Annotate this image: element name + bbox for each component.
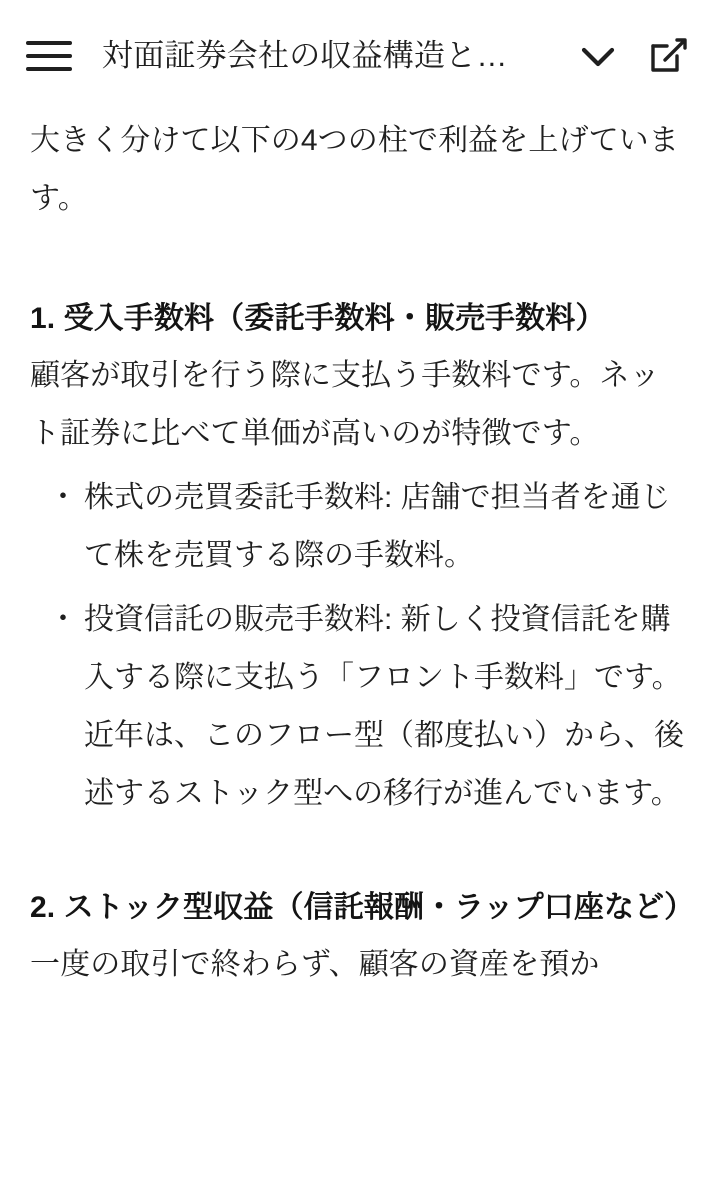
section-heading-2: 2. ストック型収益（信託報酬・ラップ口座など）: [30, 891, 695, 924]
intro-paragraph: 大きく分けて以下の4つの柱で利益を上げています。: [30, 124, 679, 215]
bullet-marker-icon: ・: [48, 603, 78, 636]
new-chat-button[interactable]: [625, 29, 695, 83]
bullet-marker-icon: ・: [48, 481, 78, 514]
chevron-down-icon[interactable]: [571, 29, 625, 83]
section-spacer: [30, 228, 689, 290]
list-item: [30, 469, 689, 585]
menu-button[interactable]: [26, 36, 72, 76]
hamburger-menu-icon[interactable]: [26, 36, 72, 76]
list-item-text: 投資信託の販売手数料: 新しく投資信託を購入する際に支払う「フロント手数料」です。近年は、このフロー型（都度払い）から、後述するストック型への移行が進んでいます。: [84, 603, 684, 810]
section-spacer: [30, 829, 689, 879]
section-1-bullet-list: [30, 469, 689, 823]
edit-compose-icon[interactable]: [641, 29, 695, 83]
section-heading-1: 1. 受入手数料（委託手数料・販売手数料）: [30, 302, 606, 335]
list-item-text: 株式の売買委託手数料: 店舗で担当者を通じて株を売買する際の手数料。: [84, 481, 671, 572]
section-body-2: 一度の取引で終わらず、顧客の資産を預か: [30, 948, 600, 981]
article-content: [0, 112, 717, 1200]
section-body-1: 顧客が取引を行う際に支払う手数料です。ネット証券に比べて単価が高いのが特徴です。: [30, 359, 660, 450]
list-item: [30, 591, 689, 823]
conversation-dropdown-button[interactable]: [567, 29, 625, 83]
page-title: 対面証券会社の収益構造と…: [102, 38, 508, 74]
app-bar: [0, 0, 717, 112]
